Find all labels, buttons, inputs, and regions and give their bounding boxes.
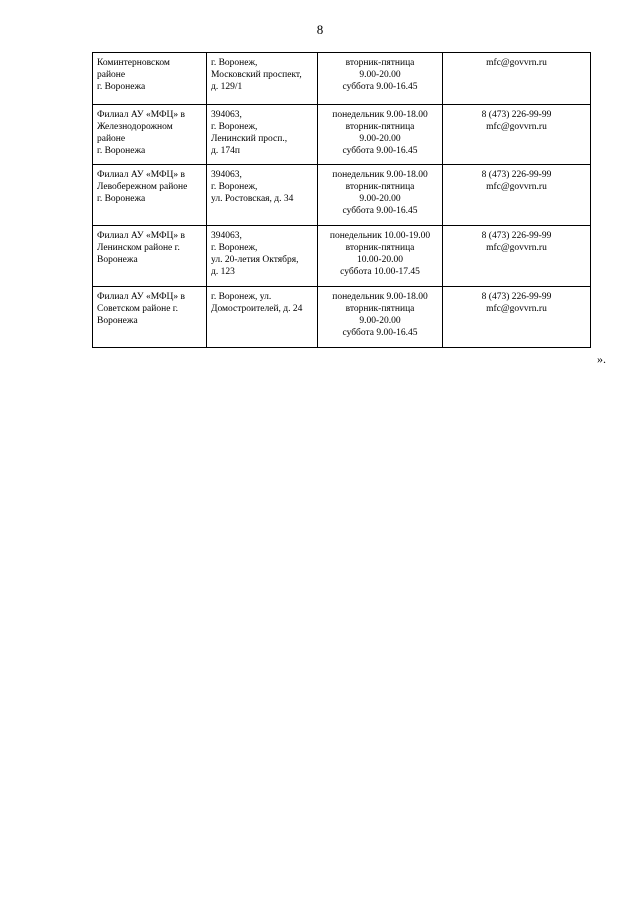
- cell-line: Филиал АУ «МФЦ» в: [97, 110, 186, 120]
- office-name-cell: [93, 226, 207, 287]
- cell-line: Московский проспект,: [211, 70, 302, 80]
- cell-line: 9.00-20.00: [359, 316, 401, 326]
- cell-line: 8 (473) 226-99-99: [481, 170, 552, 180]
- cell-line: 9.00-20.00: [359, 134, 401, 144]
- cell-line: суббота 9.00-16.45: [342, 82, 418, 92]
- cell-line[interactable]: mfc@govvrn.ru: [486, 122, 547, 132]
- closing-quote: ».: [597, 352, 606, 366]
- cell-line: 8 (473) 226-99-99: [481, 292, 552, 302]
- cell-line: суббота 9.00-16.45: [342, 328, 418, 338]
- office-contact-cell: [443, 287, 591, 348]
- cell-line: 394063,: [211, 231, 242, 241]
- cell-line: г. Воронеж,: [211, 122, 258, 132]
- office-contact-cell: [443, 165, 591, 226]
- page-number: 8: [316, 22, 324, 37]
- office-address-cell: [207, 53, 318, 105]
- cell-line: г. Воронеж, ул.: [211, 292, 272, 302]
- cell-line: Ленинский просп.,: [211, 134, 288, 144]
- cell-line: вторник-пятница: [345, 243, 415, 253]
- table-row: [93, 53, 591, 105]
- cell-line: Филиал АУ «МФЦ» в: [97, 231, 186, 241]
- table-row: [93, 165, 591, 226]
- cell-line: Филиал АУ «МФЦ» в: [97, 292, 186, 302]
- cell-line: г. Воронеж,: [211, 58, 258, 68]
- cell-line: д. 123: [211, 267, 235, 277]
- cell-line: Домостроителей, д. 24: [211, 304, 303, 314]
- office-name-cell: [93, 287, 207, 348]
- cell-line: г. Воронежа: [97, 194, 146, 204]
- cell-line: 9.00-20.00: [359, 70, 401, 80]
- cell-line: понедельник 9.00-18.00: [332, 110, 428, 120]
- office-name-cell: [93, 165, 207, 226]
- cell-line: понедельник 9.00-18.00: [332, 292, 428, 302]
- cell-line: вторник-пятница: [345, 122, 415, 132]
- cell-line: 394063,: [211, 170, 242, 180]
- office-hours-cell: [318, 105, 443, 165]
- mfc-offices-table: [92, 52, 591, 348]
- office-name-cell: [93, 105, 207, 165]
- cell-line: суббота 10.00-17.45: [340, 267, 420, 277]
- office-address-cell: [207, 226, 318, 287]
- cell-line: г. Воронежа: [97, 146, 146, 156]
- office-hours-cell: [318, 165, 443, 226]
- cell-line: г. Воронеж,: [211, 182, 258, 192]
- office-hours-cell: [318, 287, 443, 348]
- cell-line: вторник-пятница: [345, 58, 415, 68]
- office-name-cell: [93, 53, 207, 105]
- cell-line: ул. 20-летия Октября,: [211, 255, 299, 265]
- cell-line: вторник-пятница: [345, 182, 415, 192]
- cell-line: районе: [97, 70, 126, 80]
- cell-line: 8 (473) 226-99-99: [481, 231, 552, 241]
- cell-line: 8 (473) 226-99-99: [481, 110, 552, 120]
- cell-line: Воронежа: [97, 316, 138, 326]
- office-hours-cell: [318, 226, 443, 287]
- cell-line: Советском районе г.: [97, 304, 178, 314]
- cell-line[interactable]: mfc@govvrn.ru: [486, 243, 547, 253]
- cell-line: понедельник 9.00-18.00: [332, 170, 428, 180]
- cell-line: Левобережном районе: [97, 182, 188, 192]
- cell-line: Ленинском районе г.: [97, 243, 180, 253]
- cell-line: ул. Ростовская, д. 34: [211, 194, 294, 204]
- cell-line: понедельник 10.00-19.00: [329, 231, 431, 241]
- cell-line: 394063,: [211, 110, 242, 120]
- office-address-cell: [207, 165, 318, 226]
- office-contact-cell: [443, 226, 591, 287]
- cell-line: 10.00-20.00: [357, 255, 403, 265]
- cell-line: суббота 9.00-16.45: [342, 206, 418, 216]
- table-row: [93, 287, 591, 348]
- office-contact-cell: [443, 53, 591, 105]
- office-address-cell: [207, 287, 318, 348]
- office-contact-cell: [443, 105, 591, 165]
- offices-table-body: [93, 53, 591, 348]
- cell-line: Филиал АУ «МФЦ» в: [97, 170, 186, 180]
- cell-line: д. 129/1: [211, 82, 243, 92]
- office-hours-cell: [318, 53, 443, 105]
- cell-line[interactable]: mfc@govvrn.ru: [486, 58, 547, 68]
- cell-line[interactable]: mfc@govvrn.ru: [486, 304, 547, 314]
- cell-line: районе: [97, 134, 126, 144]
- table-row: [93, 105, 591, 165]
- office-address-cell: [207, 105, 318, 165]
- cell-line: г. Воронежа: [97, 82, 146, 92]
- table-row: [93, 226, 591, 287]
- cell-line: д. 174п: [211, 146, 240, 156]
- cell-line: 9.00-20.00: [359, 194, 401, 204]
- cell-line: вторник-пятница: [345, 304, 415, 314]
- cell-line: г. Воронеж,: [211, 243, 258, 253]
- cell-line[interactable]: mfc@govvrn.ru: [486, 182, 547, 192]
- cell-line: Коминтерновском: [97, 58, 170, 68]
- cell-line: суббота 9.00-16.45: [342, 146, 418, 156]
- cell-line: Воронежа: [97, 255, 138, 265]
- cell-line: Железнодорожном: [97, 122, 173, 132]
